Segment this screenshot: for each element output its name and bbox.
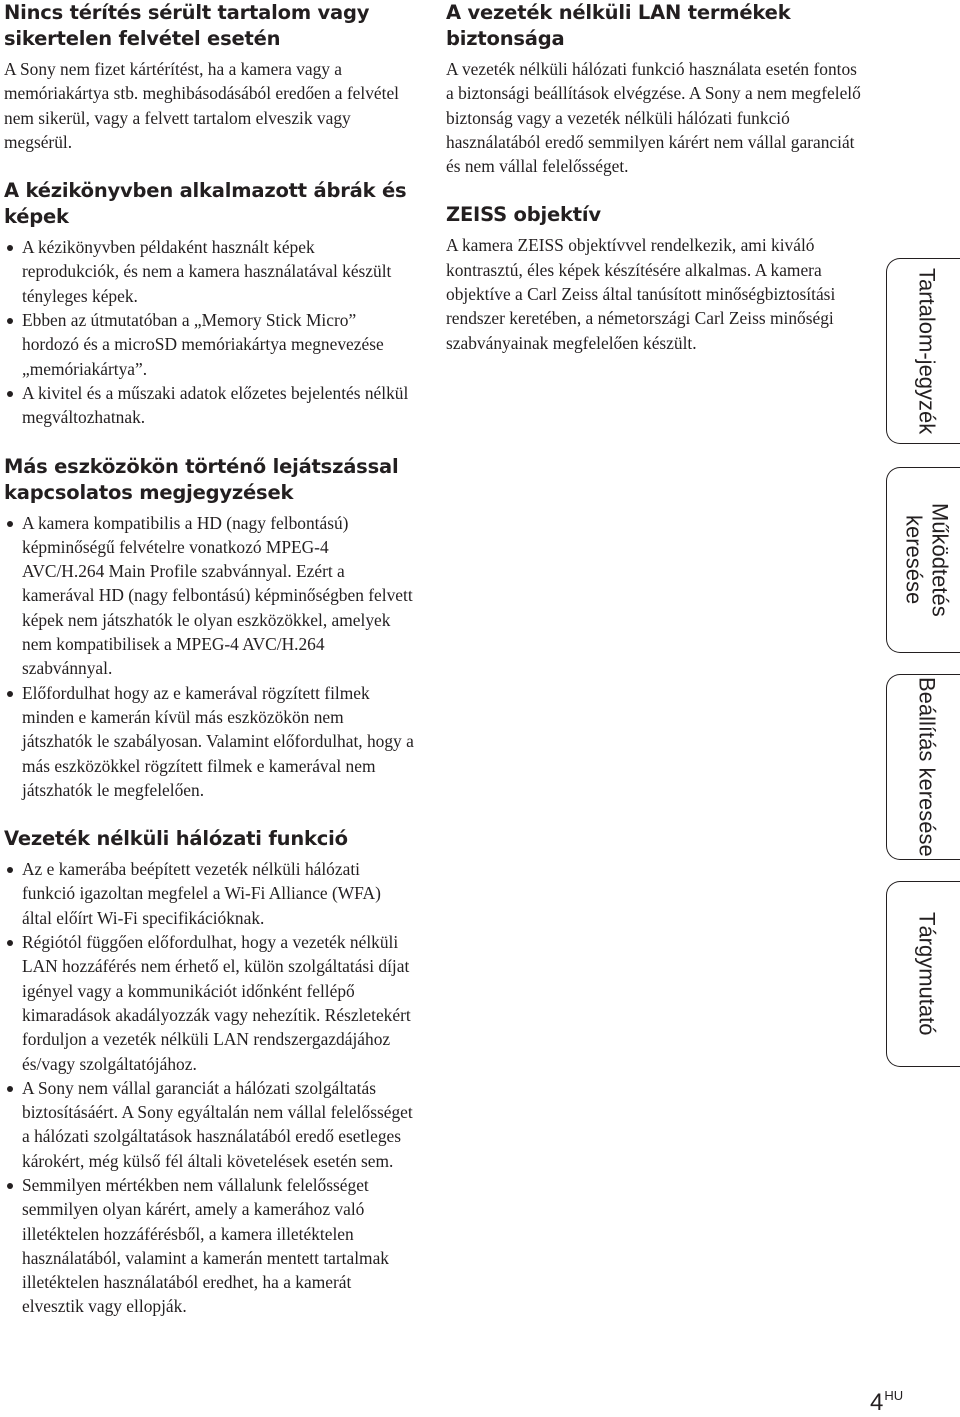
tab-label: Működtetés keresése [901,503,953,617]
section-playback-other-devices [4,454,414,803]
section-heading: Nincs térítés sérült tartalom vagy sikertelen felvétel esetén [4,1,370,50]
page-number-value: 4 [870,1389,884,1416]
section-heading: A vezeték nélküli LAN termékek biztonsága [446,1,791,50]
section-heading: Vezeték nélküli hálózati funkció [4,827,348,851]
section-no-compensation [4,0,414,154]
tab-label: Tartalom-jegyzék [914,267,940,435]
tab-settings-search[interactable] [886,674,960,860]
tab-operation-search[interactable] [886,467,960,653]
bullet-item: Előfordulhat hogy az e kamerával rögzített filmek minden e kamerán kívül más eszközökön nem játszhatók le szabályosan. Valamint előfordulhat, hogy a más eszközökkel rögzített filmek e kamerával nem játszhatók le megfelelően. [4,681,414,802]
section-heading: A kézikönyvben alkalmazott ábrák és képek [4,179,407,229]
section-zeiss-lens [446,202,866,354]
bullet-list [4,511,414,803]
bullet-item: A kivitel és a műszaki adatok előzetes bejelentés nélkül megváltozhatnak. [4,381,414,430]
bullet-item: A Sony nem vállal garanciát a hálózati szolgáltatás biztosításáért. A Sony egyáltalán nem vállal felelősséget a hálózati szolgáltatások használatából eredő esetleges károkért, még külső fél általi követelések esetén sem. [4,1076,414,1173]
section-paragraph: A kamera ZEISS objektívvel rendelkezik, ami kiváló kontrasztú, éles képek készítésére alkalmas. A kamera objektíve a Carl Zeiss által tanúsított minőségbiztosítási rendszer keretében, a németországi Carl Zeiss minőségi szabványainak megfelelően készült. [446,235,836,353]
bullet-item: Régiótól függően előfordulhat, hogy a vezeték nélküli LAN hozzáférés nem érhető el, külön szolgáltatási díjat igényel vagy a kommunikációt időnként fellépő kimaradások akadályozzák vagy nehezítik. Részletekért forduljon a vezeték nélküli LAN rendszergazdájához és/vagy szolgáltatójához. [4,930,414,1076]
tab-label: Tárgymutató [914,912,940,1036]
tab-contents[interactable] [886,258,960,444]
bullet-item: A kézikönyvben példaként használt képek reprodukciók, és nem a kamera használatával készült tényleges képek. [4,235,414,308]
tab-index[interactable] [886,881,960,1067]
page-number [870,1388,903,1417]
section-heading: ZEISS objektív [446,203,601,227]
section-paragraph: A Sony nem fizet kártérítést, ha a kamera vagy a memóriakártya stb. meghibásodásából eredően a felvétel nem sikerül, vagy a felvett tartalom elveszik vagy megsérül. [4,59,400,152]
bullet-list [4,857,414,1319]
left-column [4,0,414,1343]
section-wireless-function [4,826,414,1319]
section-heading: Más eszközökön történő lejátszással kapcsolatos megjegyzések [4,454,399,504]
right-column [446,0,866,379]
page-lang-code: HU [884,1388,904,1403]
section-wireless-security [446,0,866,178]
bullet-item: Ebben az útmutatóban a „Memory Stick Micro” hordozó és a microSD memóriakártya megnevezése „memóriakártya”. [4,308,414,381]
bullet-list [4,235,414,429]
bullet-item: Az e kamerába beépített vezeték nélküli hálózati funkció igazoltan megfelel a Wi-Fi Alliance (WFA) által előírt Wi-Fi specifikációknak. [4,857,414,930]
bullet-item: Semmilyen mértékben nem vállalunk felelősséget semmilyen olyan kárért, amely a kamerához való illetéktelen hozzáférésből, a kamera illetéktelen használatából, valamint a kamerán mentett tartalmak illetéktelen használatából eredhet, ha a kamerát elvesztik vagy ellopják. [4,1173,414,1319]
section-paragraph: A vezeték nélküli hálózati funkció használata esetén fontos a biztonsági beállítások elvégzése. A Sony a nem megfelelő biztonság vagy a vezeték nélküli hálózati funkció használatából eredő semmilyen kárért nem vállal garanciát és nem vállal felelősséget. [446,59,861,177]
tab-label: Beállítás keresése [914,677,940,857]
bullet-item: A kamera kompatibilis a HD (nagy felbontású) képminőségű felvételre vonatkozó MPEG-4 AVC/H.264 Main Profile szabvánnyal. Ezért a kamerával HD (nagy felbontású) képminőségben felvett képek nem játszhatók le olyan eszközökkel, amelyek nem kompatibilisek a MPEG-4 AVC/H.264 szabvánnyal. [4,511,414,681]
section-manual-images [4,178,414,429]
